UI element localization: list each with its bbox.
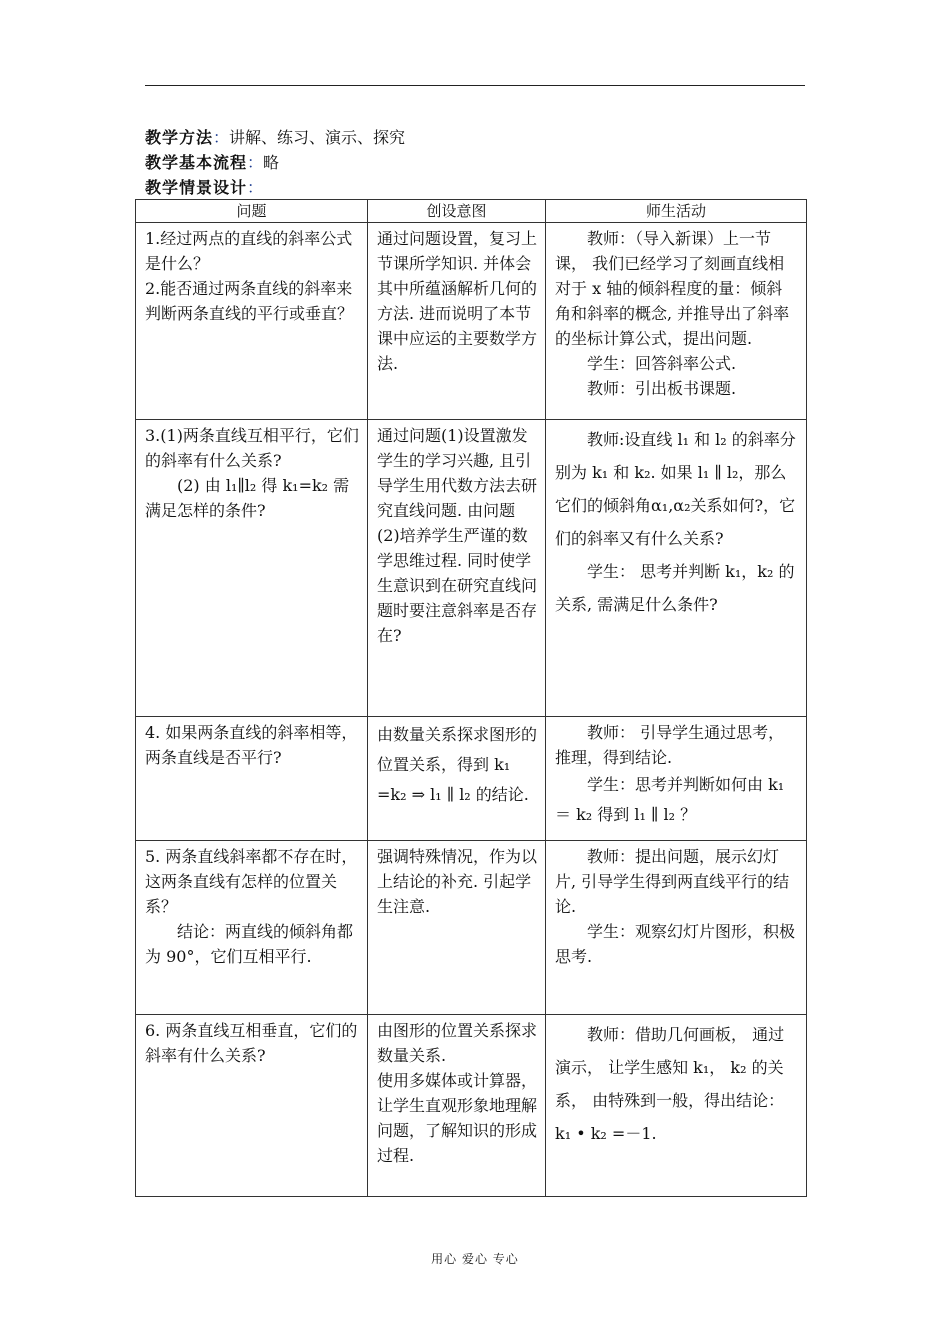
intent-cell [368, 223, 546, 420]
column-header-intent: 创设意图 [368, 200, 546, 223]
teaching-method-value: 讲解、练习、演示、探究 [229, 128, 406, 147]
question-text: 1.经过两点的直线的斜率公式是什么？ [145, 229, 353, 273]
intent-text: 强调特殊情况，作为以上结论的补充. 引起学生注意. [377, 847, 538, 916]
activity-text: 学生： 思考并判断 k₁，k₂ 的关系, 需满足什么条件? [555, 562, 795, 614]
activity-text: 教师：提出问题，展示幻灯片, 引导学生得到两直线平行的结论. [555, 847, 790, 916]
question-cell [136, 1015, 368, 1197]
activity-cell [546, 1015, 807, 1197]
question-text: 6. 两条直线互相垂直，它们的斜率有什么关系? [145, 1021, 358, 1065]
activity-cell [546, 223, 807, 420]
header-rule [145, 85, 805, 86]
table-header-row [136, 200, 807, 223]
column-header-question: 问题 [136, 200, 368, 223]
question-text: 2.能否通过两条直线的斜率来判断两条直线的平行或垂直？ [145, 279, 354, 323]
activity-text: 学生：思考并判断如何由 k₁ ＝ k₂ 得到 l₁ ∥ l₂ ？ [555, 775, 785, 824]
intent-cell [368, 841, 546, 1015]
activity-cell [546, 841, 807, 1015]
intent-text: 使用多媒体或计算器，让学生直观形象地理解问题，了解知识的形成过程. [377, 1071, 538, 1165]
activity-text: 学生：回答斜率公式. [587, 354, 737, 373]
question-text: (2) 由 l₁∥l₂ 得 k₁=k₂ 需满足怎样的条件? [145, 476, 350, 520]
question-cell [136, 717, 368, 841]
table-row [136, 420, 807, 717]
teaching-flow-value: 略 [263, 153, 280, 172]
activity-text: 教师：引出板书课题. [587, 379, 737, 398]
table-row [136, 223, 807, 420]
activity-text: 学生：观察幻灯片图形，积极思考. [555, 922, 796, 966]
intent-cell [368, 420, 546, 717]
teaching-design-label: 教学情景设计 [145, 178, 248, 197]
table-row [136, 1015, 807, 1197]
table-row [136, 717, 807, 841]
column-header-activity: 师生活动 [546, 200, 807, 223]
question-cell [136, 420, 368, 717]
intent-text: 由图形的位置关系探求数量关系. [377, 1021, 538, 1065]
activity-cell [546, 717, 807, 841]
teaching-method-line: 教学方法：讲解、练习、演示、探究 [145, 128, 406, 147]
page-footer: 用心 爱心 专心 [431, 1252, 519, 1266]
activity-text: 教师:设直线 l₁ 和 l₂ 的斜率分别为 k₁ 和 k₂. 如果 l₁ ∥ l₂，那么它们的倾斜角α₁,α₂关系如何?，它们的斜率又有什么关系? [555, 430, 796, 548]
intent-text: 通过问题设置，复习上节课所学知识. 并体会其中所蕴涵解析几何的方法. 进而说明了本节课中应运的主要数学方法. [377, 229, 538, 373]
activity-text: 教师： 引导学生通过思考，推理，得到结论. [555, 723, 785, 767]
question-cell [136, 223, 368, 420]
activity-cell [546, 420, 807, 717]
question-text: 结论：两直线的倾斜角都为 90°，它们互相平行. [145, 922, 354, 966]
teaching-flow-line: 教学基本流程：略 [145, 153, 280, 172]
question-text: 5. 两条直线斜率都不存在时，这两条直线有怎样的位置关系？ [145, 847, 358, 916]
lesson-table [135, 199, 807, 1197]
table-row [136, 841, 807, 1015]
intent-cell [368, 717, 546, 841]
intent-cell [368, 1015, 546, 1197]
intent-text: 通过问题(1)设置激发学生的学习兴趣, 且引导学生用代数方法去研究直线问题. 由问题(2)培养学生严谨的数学思维过程. 同时使学生意识到在研究直线问题时要注意斜率是否存在? [377, 426, 538, 645]
question-text: 4. 如果两条直线的斜率相等， 两条直线是否平行? [145, 723, 358, 767]
activity-text: 教师：（导入新课）上一节课， 我们已经学习了刻画直线相对于 x 轴的倾斜程度的量：倾斜角和斜率的概念, 并推导出了斜率的坐标计算公式，提出问题. [555, 229, 790, 348]
teaching-flow-label: 教学基本流程 [145, 153, 248, 172]
activity-text: 教师：借助几何画板， 通过演示， 让学生感知 k₁， k₂ 的关系， 由特殊到一般，得出结论：k₁ • k₂ =－1. [555, 1025, 785, 1143]
teaching-design-line: 教学情景设计： [145, 178, 264, 197]
question-cell [136, 841, 368, 1015]
teaching-method-label: 教学方法 [145, 128, 214, 147]
intent-text: 由数量关系探求图形的位置关系，得到 k₁ =k₂ ⇒ l₁ ∥ l₂ 的结论. [377, 725, 538, 804]
question-text: 3.(1)两条直线互相平行，它们的斜率有什么关系? [145, 426, 359, 470]
